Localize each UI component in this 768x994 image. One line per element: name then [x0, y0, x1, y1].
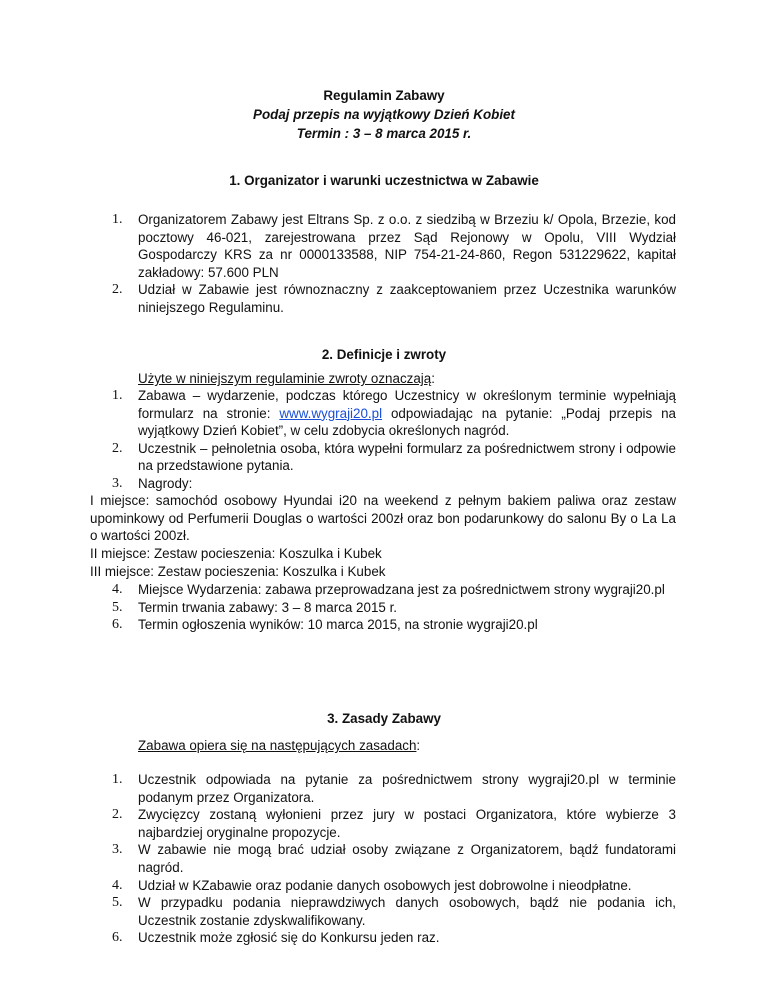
list-item [0, 440, 768, 475]
list-item-text: Uczestnik odpowiada na pytanie za pośrednictwem strony wygraji20.pl w terminie podanym przez Organizatora. [138, 772, 676, 805]
section-1-list [0, 211, 768, 317]
list-item-number: 5. [112, 895, 123, 911]
list-item [0, 841, 768, 876]
list-item [0, 387, 768, 440]
list-item-number: 1. [112, 772, 123, 787]
list-item-text: Uczestnik – pełnoletnia osoba, która wypełni formularz za pośrednictwem strony i odpowie na przedstawione pytania. [138, 440, 676, 474]
list-item [0, 771, 768, 806]
list-item [0, 806, 768, 841]
section-3-intro-text: Zabawa opiera się na następujących zasadach [138, 738, 417, 753]
list-item-number: 1. [112, 212, 123, 227]
section-2-list [0, 387, 768, 493]
list-item-number: 2. [112, 807, 123, 823]
list-item-number: 2. [112, 440, 123, 456]
list-item-text: Termin trwania zabawy: 3 – 8 marca 2015 r. [138, 599, 398, 615]
section-3-intro-colon: : [416, 738, 421, 753]
document-term: Termin : 3 – 8 marca 2015 r. [296, 126, 472, 141]
document-title-block [0, 86, 768, 143]
section-3-intro [138, 737, 420, 755]
section-2-intro [138, 370, 435, 388]
list-item [0, 475, 768, 493]
list-item-text: Zabawa – wydarzenie, podczas którego Uczestnicy w określonym terminie wypełniają formularz na stronie: [138, 388, 676, 421]
list-item [0, 877, 768, 895]
section-2-intro-text: Użyte w niniejszym regulaminie zwroty oznaczają [138, 371, 432, 386]
list-item-text: Uczestnik może zgłosić się do Konkursu jeden raz. [138, 930, 440, 946]
list-item [0, 929, 768, 947]
list-item [0, 599, 768, 617]
list-item-number: 3. [112, 842, 123, 858]
list-item-text: Termin ogłoszenia wyników: 10 marca 2015, na stronie wygraji20.pl [138, 617, 538, 633]
prize-1-text: I miejsce: samochód osobowy Hyundai i20 na weekend z pełnym bakiem paliwa oraz zestaw upominkowy od Perfumerii Douglas o wartości 200zł oraz bon podarunkowy do salonu By o La La o wartości 200zł. [90, 493, 676, 544]
section-3-heading: 3. Zasady Zabawy [327, 711, 441, 726]
list-item-number: 2. [112, 282, 123, 298]
list-item-text: Nagrody: [138, 475, 193, 491]
list-item-text: W przypadku podania nieprawdziwych danych osobowych, bądź nie podania ich, Uczestnik zostanie zdyskwalifikowany. [138, 895, 676, 928]
list-item-text: Organizatorem Zabawy jest Eltrans Sp. z o.o. z siedzibą w Brzeziu k/ Opola, Brzezie, kod pocztowy 46-021, zarejestrowana przez Sąd Rejonowy w Opolu, VIII Wydział Gospodarczy KRS za nr 0000133588, NIP 754-21-24-860, Regon 531229622, kapitał zakładowy: 57.600 PLN [138, 212, 676, 280]
list-item [0, 894, 768, 929]
list-item-text: W zabawie nie mogą brać udział osoby związane z Organizatorem, bądź fundatorami nagród. [138, 842, 676, 875]
document-subtitle: Podaj przepis na wyjątkowy Dzień Kobiet [253, 107, 515, 122]
prize-3-text: III miejsce: Zestaw pocieszenia: Koszulka i Kubek [90, 564, 386, 579]
document-title: Regulamin Zabawy [323, 88, 445, 103]
section-1-heading: 1. Organizator i warunki uczestnictwa w Zabawie [229, 173, 539, 188]
section-2-list-continued [0, 581, 768, 634]
list-item [0, 581, 768, 599]
section-2-heading: 2. Definicje i zwroty [321, 347, 447, 362]
list-item-number: 4. [112, 582, 123, 597]
list-item-text: Miejsce Wydarzenia: zabawa przeprowadzana jest za pośrednictwem strony wygraji20.pl [138, 582, 665, 597]
list-item-number: 6. [112, 617, 123, 633]
list-item-number: 4. [112, 877, 123, 893]
section-2-intro-colon: : [431, 371, 435, 386]
list-item-text: Zwycięzcy zostaną wyłonieni przez jury w postaci Organizatora, które wybierze 3 najbardziej oryginalne propozycje. [138, 807, 676, 840]
list-item-number: 6. [112, 930, 123, 946]
list-item [0, 281, 768, 316]
section-3-list [0, 771, 768, 947]
list-item-text: Udział w Zabawie jest równoznaczny z zaakceptowaniem przez Uczestnika warunków niniejszego Regulaminu. [138, 282, 676, 315]
website-link[interactable]: www.wygraji20.pl [279, 405, 383, 421]
list-item [0, 616, 768, 634]
list-item-text: Udział w KZabawie oraz podanie danych osobowych jest dobrowolne i nieodpłatne. [138, 877, 632, 893]
list-item [0, 211, 768, 281]
prize-2-text: II miejsce: Zestaw pocieszenia: Koszulka i Kubek [90, 546, 382, 561]
list-item-number: 3. [112, 475, 123, 491]
list-item-text-continued: odpowiadając na pytanie: „Podaj przepis na wyjątkowy Dzień Kobiet”, w celu zdobycia określonych nagród. [138, 405, 676, 439]
list-item-number: 5. [112, 599, 123, 615]
list-item-number: 1. [112, 388, 123, 403]
